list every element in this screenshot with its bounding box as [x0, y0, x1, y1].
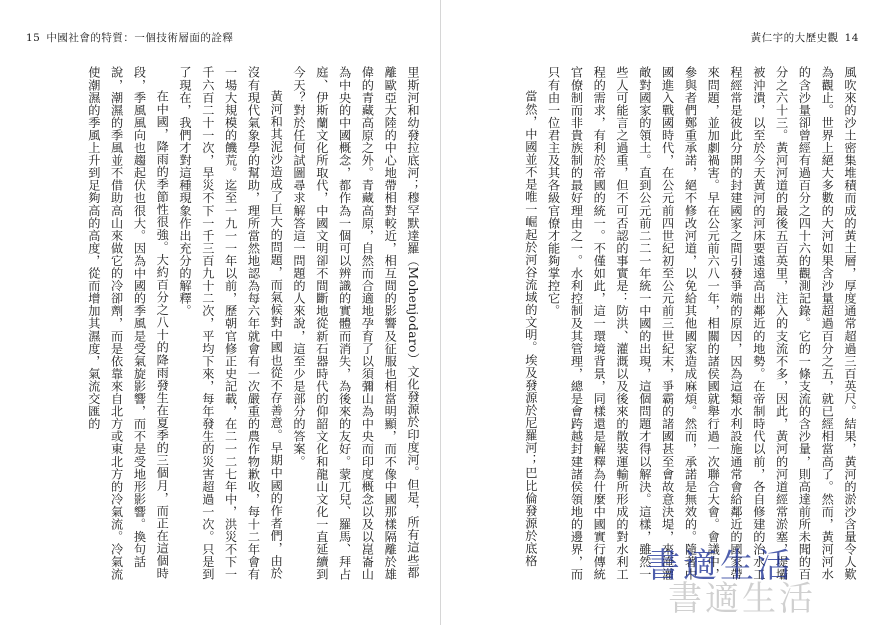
left-running-title: 中國社會的特質：一個技術層面的詮釋 [46, 32, 234, 44]
right-running-head [751, 30, 865, 45]
left-page-number: 15 [26, 32, 41, 44]
watermark-shadow: 書適生活 [668, 579, 816, 619]
right-paragraph-2: 當然，中國並不是唯一崛起於河谷流域的文明。埃及發源於尼羅河；巴比倫發源於底格 [523, 90, 538, 568]
right-running-title: 黃仁宇的大歷史觀 [750, 32, 839, 44]
left-paragraph-3: 在中國，降雨的季節性很強。大約百分之八十的降雨發生在夏季的三個月，而正在這個時段，季風風向也趨起伏也很大。因為中國的季風是受氣旋影響，而不是受地形影響。換句話說，潮濕的季風並不借助高山來做它的冷卻劑，而是依靠來自北方或東北方的冷氣流。冷氣流使潮濕的季風上升到足夠高的高度，從而增加其濕度，氣流交匯的 [86, 66, 170, 581]
watermark-logo: 書適生活 [646, 546, 794, 586]
left-page [0, 0, 440, 625]
left-paragraph-2: 黃河和其泥沙造成了巨大的問題，而氣候對中國也從不存善意。早期中國的作者們，由於沒有現代氣象學的幫助，理所當然地認為每六年就會有一次嚴重的農作物歉收，每十二年會有一場大規模的饑荒。迄至一九一一年以前，歷朝官修正史記載，在二一二七年中，洪災不下一千六百二十一次，旱災不下一千三百九十二次，平均下來，每年發生的災害超過一次。只是到了現在，我們才對這種現象作出充分的解釋。 [178, 66, 284, 581]
right-body-text [459, 66, 861, 590]
left-paragraph-1: 里斯河和幼發拉底河；穆罕默達羅（Mohenjodaro）文化發源於印度河。但是，所有這些都離歐亞大陸的中心地帶相對較近，相互間的影響及征服也相當明顯，而不像中國那樣隔離於雄偉的青藏高原之外。青藏高原，自然而合適地孕育了以須彌山為中央而印度概念以及以崑崙山為中央的中國概念，都作為一個可以辨識的實體而消失，為後來的友好。蒙兀兒、羅馬、拜占庭、伊斯蘭文化所取代，中國文明卻不間斷地從新石器時代的仰韶文化和龍山文化一直延續到今天？對於任何試圖尋求解答這一問題的人來說，這至少是部分的答案。 [292, 66, 420, 581]
left-running-head [20, 30, 233, 45]
right-page [441, 0, 881, 625]
right-paragraph-1: 風吹來的沙土密集堆積而成的黃土層，厚度通常超過三百英尺。結果，黃河的淤沙含量令人歎為觀止。世界上絕大多數的大河如果含沙量超過百分之五，就已經相當高了。然而，黃河河水的含沙量卻曾經有過百分之四十六的觀測記錄。它的一條支流的含沙量，則高達前所未聞的百分之六十三。黃河河道的最後五百英里，注入的支流不多，因此，黃河的河道經常淤塞，堤壩被沖潰，以至於今天黃河的河床要遠遠高出鄰近的地勢。在帝制時代以前，各自修建的治水工程經常是彼此分開的封建國家之間引發爭端的原因，因為這類水利設施通常會給鄰近的國家帶來問題，並加劇禍害。早在公元前六八一年，相關的諸侯國就舉行過一次聯合大會。會議中，參與者們鄭重承諾，絕不修改河道，以免給其他國家造成麻煩。然而，承諾是無效的。隨著中國進入戰國時代，在公元前四世紀初至公元前三世紀末，爭霸的諸國甚至會故意決堤，來淹灌敵對國家的領土。直到公元前二二一年統一中國的出現，這個問題才得以解決。這樣，雖然一些人可能言之過重，但不可否認的事實是：防洪、灌溉以及後來的散裝運輸所形成的對水利工程的需求，有利於帝國的統一。不僅如此，這一環境背景，同樣還是解釋為什麼中國實行傳統官僚制而非貴族制的最好理由之一。水利控制及其管理，總是會跨越封建諸侯領地的邊界，而只有由一位君主及其各級官僚才能夠掌控它。 [546, 66, 857, 581]
left-body-text [28, 66, 424, 590]
right-page-number: 14 [844, 32, 859, 44]
